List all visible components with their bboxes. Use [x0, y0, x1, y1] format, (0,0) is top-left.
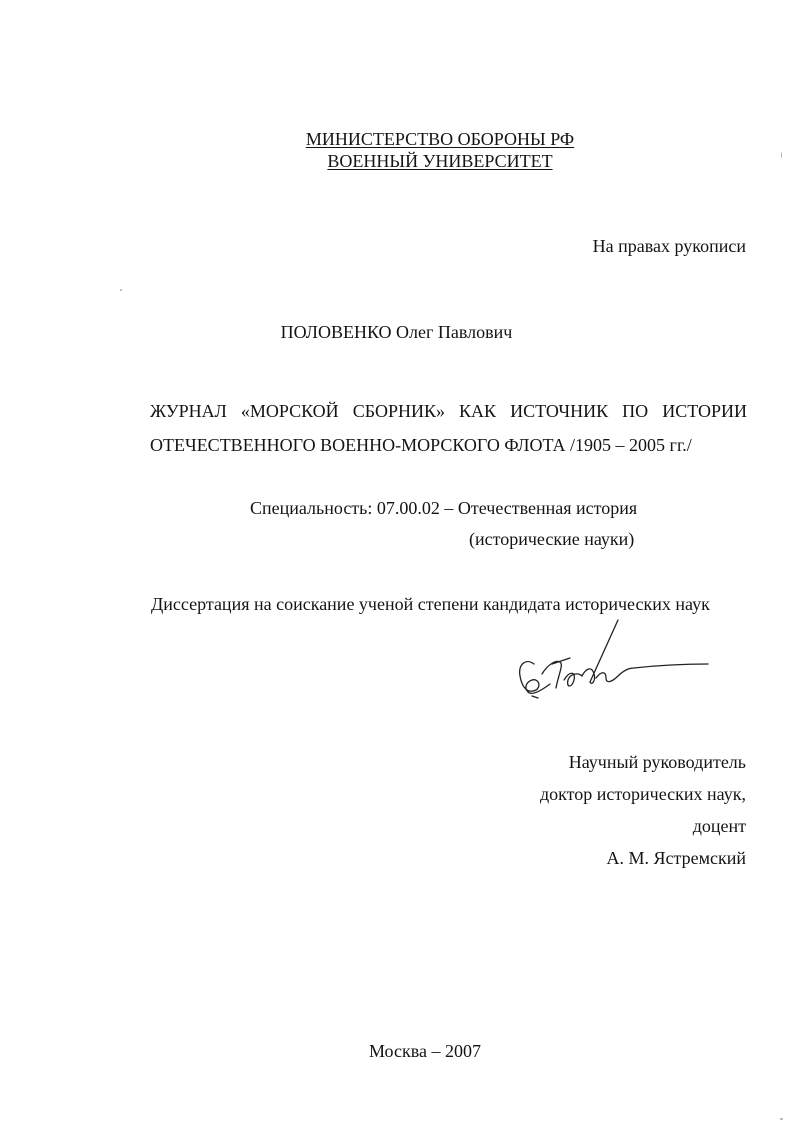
supervisor-role: Научный руководитель [568, 752, 746, 772]
university-heading: ВОЕННЫЙ УНИВЕРСИТЕТ [327, 151, 553, 171]
scan-speck [780, 1118, 783, 1120]
specialty-field: (исторические науки) [469, 529, 635, 549]
handwritten-signature-icon [512, 618, 712, 708]
thesis-title-line-2: ОТЕЧЕСТВЕННОГО ВОЕННО-МОРСКОГО ФЛОТА /1905 – 2005 гг./ [150, 435, 692, 455]
supervisor-degree: доктор исторических наук, [540, 784, 746, 804]
degree-statement: Диссертация на соискание ученой степени кандидата исторических наук [151, 594, 710, 614]
specialty-line: Специальность: 07.00.02 – Отечественная история [250, 498, 638, 518]
thesis-title-line-1: ЖУРНАЛ «МОРСКОЙ СБОРНИК» КАК ИСТОЧНИК ПО ИСТОРИИ [150, 401, 747, 421]
author-name: ПОЛОВЕНКО Олег Павлович [280, 322, 513, 342]
supervisor-rank: доцент [692, 816, 746, 836]
scan-speck [120, 289, 122, 291]
scan-speck [781, 152, 782, 158]
city-year-footer: Москва – 2007 [369, 1041, 481, 1061]
supervisor-name: А. М. Ястремский [606, 848, 746, 868]
ministry-heading: МИНИСТЕРСТВО ОБОРОНЫ РФ [305, 129, 575, 149]
manuscript-rights-note: На правах рукописи [592, 236, 746, 256]
